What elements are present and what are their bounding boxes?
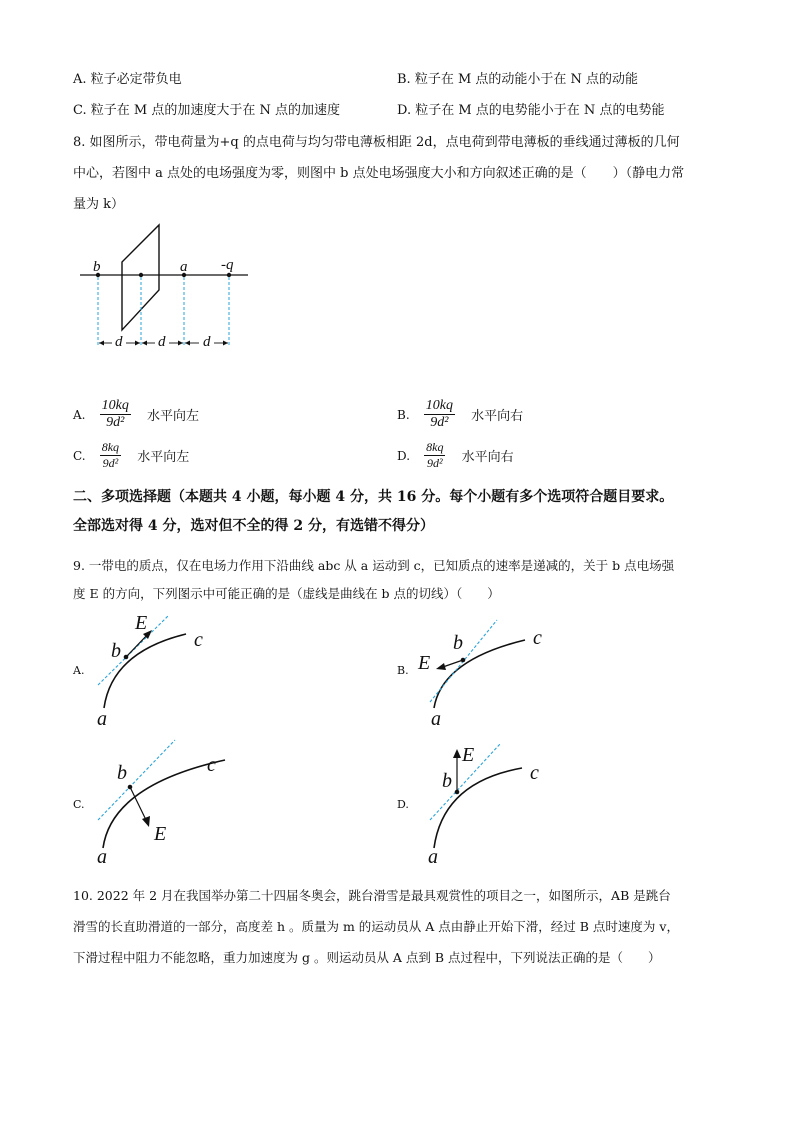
q10-stem-line3: 下滑过程中阻力不能忽略，重力加速度为 g 。则运动员从 A 点到 B 点过程中，下列说法正确的是（ ） (73, 950, 661, 965)
q9-d-label-e: E (462, 744, 475, 766)
q8-stem-line1: 8. 如图所示，带电荷量为+q 的点电荷与均匀带电薄板相距 2d，点电荷到带电薄板的垂线通过薄板的几何 (73, 135, 680, 150)
q9-option-d-label: D. (397, 798, 409, 811)
q9-b-label-e: E (418, 652, 431, 674)
q8-dim-d1: d (115, 334, 123, 350)
q7-option-a: A. 粒子必定带负电 (73, 72, 182, 87)
section2-heading-line2: 全部选对得 4 分，选对但不全的得 2 分，有选错不得分） (73, 518, 434, 534)
q10-stem-line2: 滑雪的长直助滑道的一部分，高度差 h 。质量为 m 的运动员从 A 点由静止开始下滑，经过 B 点时速度为 v， (73, 919, 679, 934)
q9-option-c-label: C. (73, 798, 85, 811)
q9-a-label-a: a (97, 708, 107, 730)
q9-c-label-c: c (207, 754, 216, 776)
q9-option-a-label: A. (73, 664, 85, 677)
q8-option-a: A. $\frac{10kq}{\text{9d²}}$ 水平向左 (73, 398, 199, 430)
section2-heading-line1: 二、多项选择题（本题共 4 小题，每小题 4 分，共 16 分。每个小题有多个选项符合题目要求。 (73, 489, 674, 505)
q8-label-a: a (180, 259, 188, 275)
q8-option-b: B. $\frac{10kq}{\text{9d²}}$ 水平向右 (397, 398, 524, 430)
q8-stem-line2: 中心，若图中 a 点处的电场强度为零，则图中 b 点处电场强度大小和方向叙述正确的是（ ）（静电力常 (73, 166, 685, 181)
q9-stem-line2: 度 E 的方向，下列图示中可能正确的是（虚线是曲线在 b 点的切线）（ ） (73, 586, 500, 601)
q9-d-label-c: c (530, 762, 539, 784)
q8-dim-d2: d (158, 334, 166, 350)
q9-c-label-e: E (154, 823, 167, 845)
q9-b-label-b: b (453, 632, 463, 654)
q10-stem-line1: 10. 2022 年 2 月在我国举办第二十四届冬奥会，跳台滑雪是最具观赏性的项目之一，如图所示，AB 是跳台 (73, 888, 671, 903)
q8-dim-d3: d (203, 334, 211, 350)
q8-option-d: D. $\frac{8kq}{\text{9d²}}$ 水平向右 (397, 440, 514, 470)
q9-a-label-b: b (111, 640, 121, 662)
q7-option-c: C. 粒子在 M 点的加速度大于在 N 点的加速度 (73, 103, 340, 118)
q9-d-label-b: b (442, 770, 452, 792)
q9-option-b-label: B. (397, 664, 409, 677)
q8-option-c: C. $\frac{8kq}{\text{9d²}}$ 水平向左 (73, 440, 190, 470)
q9-a-label-e: E (135, 612, 148, 634)
q8-label-charge: -q (221, 257, 234, 273)
q9-stem-line1: 9. 一带电的质点，仅在电场力作用下沿曲线 abc 从 a 运动到 c，已知质点的速率是递减的，关于 b 点电场强 (73, 558, 675, 573)
q9-a-label-c: c (194, 629, 203, 651)
q9-c-label-b: b (117, 762, 127, 784)
q7-option-b: B. 粒子在 M 点的动能小于在 N 点的动能 (397, 72, 639, 87)
q7-option-d: D. 粒子在 M 点的电势能小于在 N 点的电势能 (397, 103, 665, 118)
q9-b-label-a: a (431, 708, 441, 730)
q8-stem-line3: 量为 k） (73, 197, 125, 212)
q9-d-label-a: a (428, 846, 438, 868)
q8-label-b: b (93, 259, 101, 275)
q9-b-label-c: c (533, 627, 542, 649)
q9-c-label-a: a (97, 846, 107, 868)
